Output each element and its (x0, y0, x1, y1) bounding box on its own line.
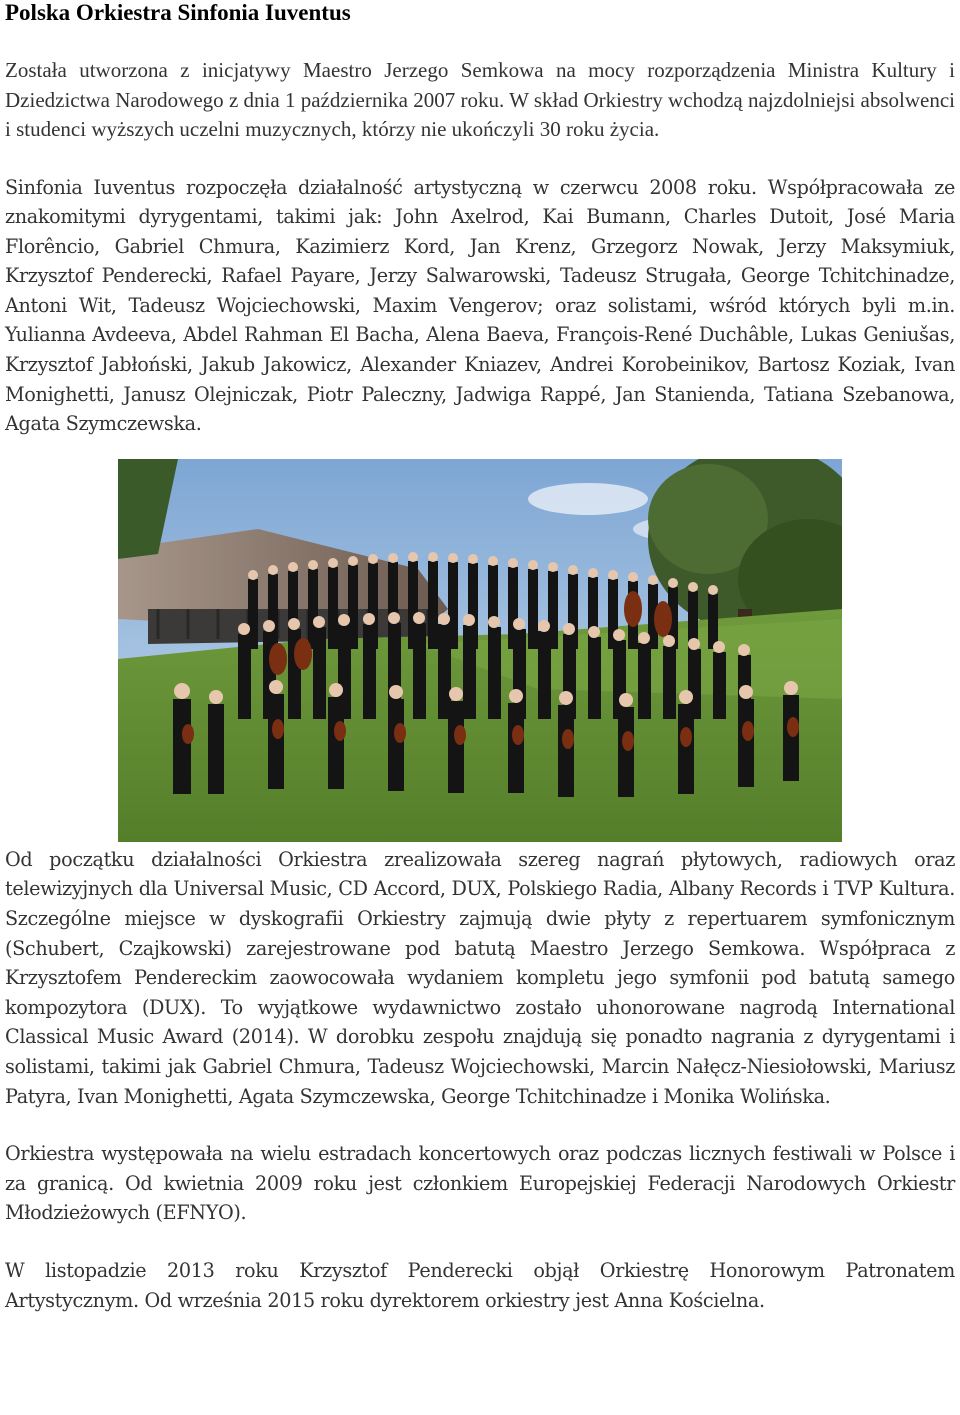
patronage-paragraph: W listopadzie 2013 roku Krzysztof Penderecki objął Orkiestrę Honorowym Patronatem Artystycznym. Od września 2015 roku dyrektorem orkiestry jest Anna Kościelna. (5, 1258, 955, 1312)
document-title: Polska Orkiestra Sinfonia Iuventus (5, 0, 351, 25)
intro-paragraph: Została utworzona z inicjatywy Maestro Jerzego Semkowa na mocy rozporządzenia Ministra Kultury i Dziedzictwa Narodowego z dnia 1 października 2007 roku. W skład Orkiestry wchodzą najzdolniejsi absolwenci i studenci wyższych uczelni muzycznych, którzy nie ukończyli 30 roku życia. (5, 58, 955, 141)
orchestra-photo (118, 459, 842, 842)
recordings-paragraph: Od początku działalności Orkiestra zrealizowała szereg nagrań płytowych, radiowych oraz telewizyjnych dla Universal Music, CD Accord, DUX, Polskiego Radia, Albany Records i TVP Kultura. Szczególne miejsce w dyskografii Orkiestry zajmują dwie płyty z repertuarem symfonicznym (Schubert, Czajkowski) zarejestrowane pod batutą Maestro Jerzego Semkowa. Współpraca z Krzysztofem Pendereckim zaowocowała wydaniem kompletu jego symfonii pod batutą samego kompozytora (DUX). To wyjątkowe wydawnictwo zostało uhonorowane nagrodą International Classical Music Award (2014). W dorobku zespołu znajdują się ponadto nagrania z dyrygentami i solistami, takimi jak Gabriel Chmura, Tadeusz Wojciechowski, Marcin Nałęcz-Niesiołowski, Mariusz Patyra, Ivan Monighetti, Agata Szymczewska, George Tchitchinadze i Monika Wolińska. (5, 847, 955, 1108)
history-paragraph: Sinfonia Iuventus rozpoczęła działalność artystyczną w czerwcu 2008 roku. Współpracowała ze znakomitymi dyrygentami, takimi jak: John Axelrod, Kai Bumann, Charles Dutoit, José Maria Florêncio, Gabriel Chmura, Kazimierz Kord, Jan Krenz, Grzegorz Nowak, Jerzy Maksymiuk, Krzysztof Penderecki, Rafael Payare, Jerzy Salwarowski, Tadeusz Strugała, George Tchitchinadze, Antoni Wit, Tadeusz Wojciechowski, Maxim Vengerov; oraz solistami, wśród których byli m.in. Yulianna Avdeeva, Abdel Rahman El Bacha, Alena Baeva, François-René Duchâble, Lukas Geniušas, Krzysztof Jabłoński, Jakub Jakowicz, Alexander Kniazev, Andrei Korobeinikov, Bartosz Koziak, Ivan Monighetti, Janusz Olejniczak, Piotr Paleczny, Jadwiga Rappé, Jan Stanienda, Tatiana Szebanowa, Agata Szymczewska. (5, 175, 955, 436)
orchestra-photo-illustration (118, 459, 842, 842)
festivals-paragraph: Orkiestra występowała na wielu estradach koncertowych oraz podczas licznych festiwali w Polsce i za granicą. Od kwietnia 2009 roku jest członkiem Europejskiej Federacji Narodowych Orkiestr Młodzieżowych (EFNYO). (5, 1142, 955, 1225)
document-page (5, 0, 955, 1315)
